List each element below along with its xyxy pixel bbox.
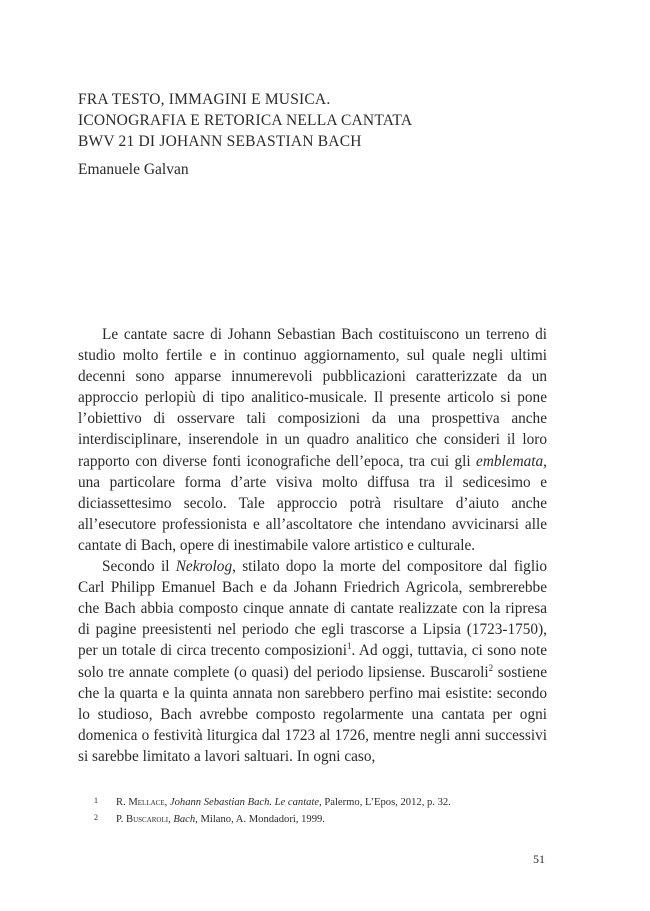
italic-term: emblemata: [476, 452, 544, 470]
text-run: , Palermo, L’Epos, 2012, p. 32.: [319, 797, 451, 808]
footnote-number: 2: [94, 813, 98, 822]
footnote-ref[interactable]: 2: [488, 662, 494, 673]
text-run: , Milano, A. Mondadori, 1999.: [195, 814, 325, 825]
text-run: ,: [164, 797, 170, 808]
footnote: [94, 794, 544, 811]
article-body: [78, 324, 547, 767]
title-line: ICONOGRAFIA E RETORICA NELLA CANTATA: [78, 112, 413, 129]
text-run: Le cantate sacre di Johann Sebastian Bach costituiscono un terreno di studio molto fertile e in continuo aggiornamento, sul quale negli ultimi decenni sono apparse innumerevoli pubblicazioni caratterizzate da un approccio perlopiù di tipo analitico-musicale. Il presente articolo si pone l’obiettivo di osservare tali composizioni da una prospettiva anche interdisciplinare, inserendole in un quadro analitico che consideri il loro rapporto con diverse fonti iconografiche dell’epoca, tra cui gli: [78, 326, 547, 470]
title-line: BWV 21 DI JOHANN SEBASTIAN BACH: [78, 133, 362, 150]
footnote-title: Johann Sebastian Bach. Le cantate: [169, 797, 320, 808]
footnotes: [94, 794, 544, 828]
footnote-author: R. Mellace: [116, 797, 165, 808]
text-run: sostiene che la quarta e la quinta annata non sarebbero perfino mai esistite: secondo lo studioso, Bach avrebbe composto regolarmente una cantata per ogni domenica o festività liturgica dal 1723 al 1726, mentre negli anni successivi si sarebbe limitato a lavori saltuari. In ogni caso,: [78, 663, 547, 765]
footnote: [94, 811, 544, 828]
footnote-text: [116, 811, 325, 828]
article-title: [78, 89, 558, 152]
footnote-title: Bach: [173, 814, 196, 825]
page-number: 51: [533, 852, 545, 866]
text-run: . Ad oggi, tuttavia, ci sono note solo tre annate complete (o quasi) del periodo lipsiense. Buscaroli: [78, 642, 547, 681]
footnote-text: [116, 794, 451, 811]
italic-term: Nekrolog: [175, 558, 233, 576]
text-run: , una particolare forma d’arte visiva molto diffusa tra il sedicesimo e diciassettesimo secolo. Tale approccio potrà risultare d’aiuto anche all’esecutore professionista e all’ascoltatore che intendano avvicinarsi alle cantate di Bach, opere di inestimabile valore artistico e culturale.: [78, 452, 547, 554]
text-run: Secondo il: [102, 558, 176, 576]
footnote-ref[interactable]: 1: [346, 641, 352, 652]
text-run: , stilato dopo la morte del compositore dal figlio Carl Philipp Emanuel Bach e da Johann Friedrich Agricola, sembrerebbe che Bach abbia composto cinque annate di cantate realizzate con la ripresa di pagine preesistenti nel periodo che egli trascorse a Lipsia (1723-1750), per un totale di circa trecento composizioni: [78, 558, 547, 660]
paragraph: [78, 556, 547, 767]
title-line: FRA TESTO, IMMAGINI E MUSICA.: [78, 91, 331, 108]
footnote-number: 1: [94, 796, 98, 805]
paragraph: [78, 324, 547, 556]
text-run: ,: [168, 814, 174, 825]
author-name: Emanuele Galvan: [78, 161, 189, 178]
footnote-author: P. Buscaroli: [116, 814, 169, 825]
